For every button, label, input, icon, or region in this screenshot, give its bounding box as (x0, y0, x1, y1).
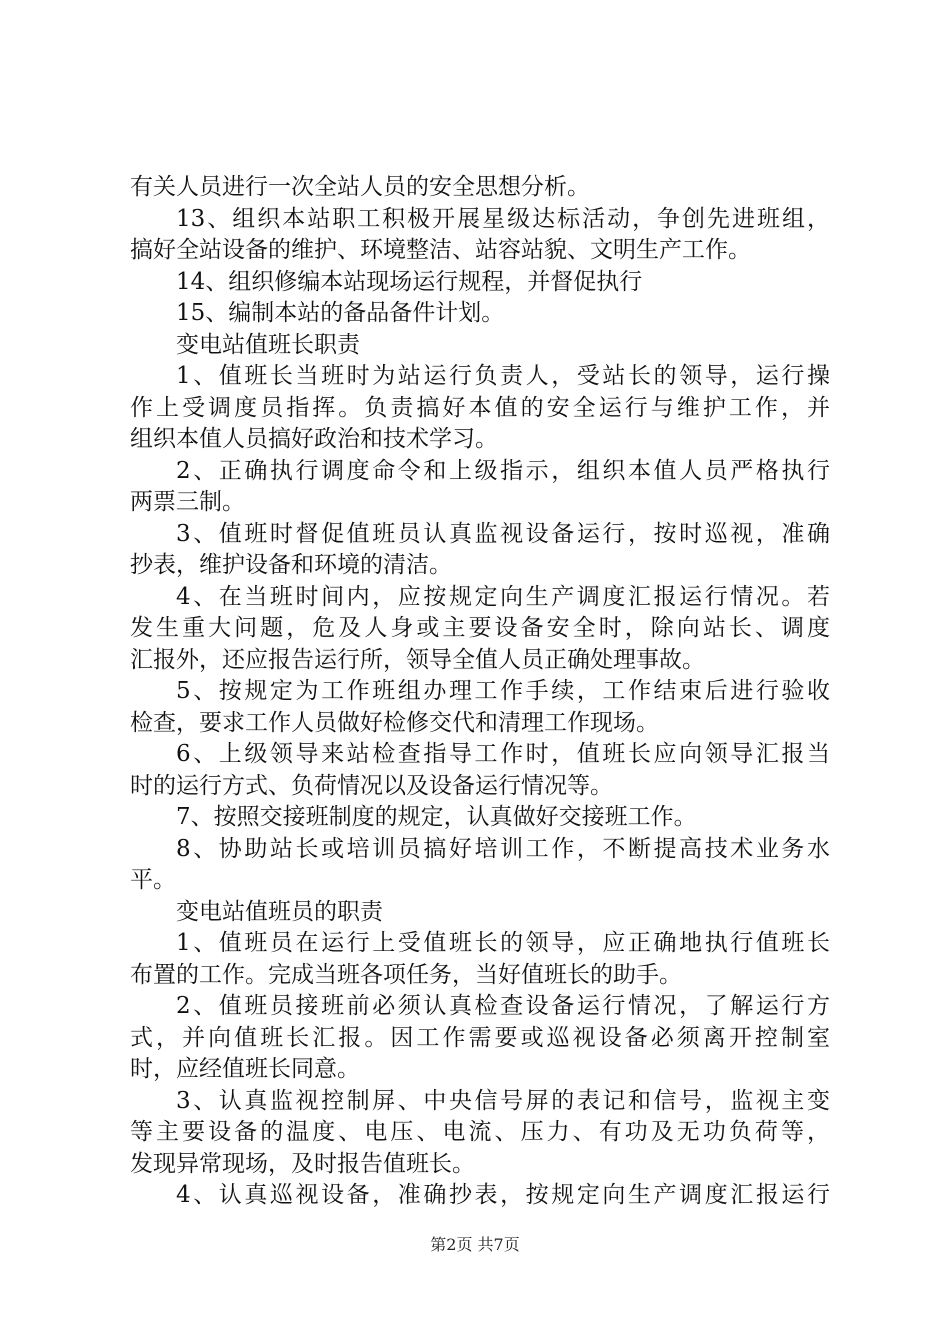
text-line: 两票三制。 (130, 489, 245, 515)
text-line: 1、值班员在运行上受值班长的领导，应正确地执行值班长 (176, 930, 830, 956)
text-line: 6、上级领导来站检查指导工作时，值班长应向领导汇报当 (176, 741, 830, 767)
text-line: 14、组织修编本站现场运行规程，并督促执行 (176, 268, 643, 295)
text-line: 15、编制本站的备品备件计划。 (176, 300, 505, 326)
text-line: 抄表，维护设备和环境的清洁。 (130, 552, 452, 578)
text-line: 3、认真监视控制屏、中央信号屏的表记和信号，监视主变 (176, 1087, 830, 1114)
text-line: 检查，要求工作人员做好检修交代和清理工作现场。 (130, 709, 659, 736)
text-line: 2、正确执行调度命令和上级指示，组织本值人员严格执行 (176, 457, 830, 484)
text-line: 时，应经值班长同意。 (130, 1056, 360, 1082)
text-line: 组织本值人员搞好政治和技术学习。 (130, 426, 498, 452)
section-heading: 变电站值班员的职责 (176, 898, 383, 925)
text-line: 作上受调度员指挥。负责搞好本值的安全运行与维护工作，并 (130, 394, 830, 421)
text-line: 汇报外，还应报告运行所，领导全值人员正确处理事故。 (130, 646, 705, 673)
text-line: 布置的工作。完成当班各项任务，当好值班长的助手。 (130, 961, 682, 988)
text-line: 2、值班员接班前必须认真检查设备运行情况，了解运行方 (176, 993, 830, 1019)
text-line: 有关人员进行一次全站人员的安全思想分析。 (130, 174, 590, 200)
text-line: 等主要设备的温度、电压、电流、压力、有功及无功负荷等， (130, 1119, 830, 1145)
text-line: 搞好全站设备的维护、环境整洁、站容站貌、文明生产工作。 (130, 237, 751, 263)
text-line: 7、按照交接班制度的规定，认真做好交接班工作。 (176, 804, 697, 830)
text-line: 5、按规定为工作班组办理工作手续，工作结束后进行验收 (176, 678, 830, 704)
text-line: 时的运行方式、负荷情况以及设备运行情况等。 (130, 772, 613, 799)
text-line: 8、协助站长或培训员搞好培训工作，不断提高技术业务水 (176, 835, 830, 862)
text-line: 3、值班时督促值班员认真监视设备运行，按时巡视，准确 (176, 520, 830, 547)
document-body (130, 172, 830, 1212)
text-line: 4、在当班时间内，应按规定向生产调度汇报运行情况。若 (176, 583, 830, 610)
text-line: 式，并向值班长汇报。因工作需要或巡视设备必须离开控制室 (130, 1024, 830, 1051)
text-line: 发现异常现场，及时报告值班长。 (130, 1150, 475, 1177)
text-line: 4、认真巡视设备，准确抄表，按规定向生产调度汇报运行 (176, 1182, 830, 1208)
page-footer: 第2页 共7页 (430, 1235, 520, 1254)
text-line: 1、值班长当班时为站运行负责人，受站长的领导，运行操 (176, 363, 830, 389)
text-line: 13、组织本站职工积极开展星级达标活动，争创先进班组， (176, 205, 830, 232)
text-line: 平。 (130, 867, 176, 893)
section-heading: 变电站值班长职责 (176, 331, 360, 358)
text-line: 发生重大问题，危及人身或主要设备安全时，除向站长、调度 (130, 615, 830, 641)
